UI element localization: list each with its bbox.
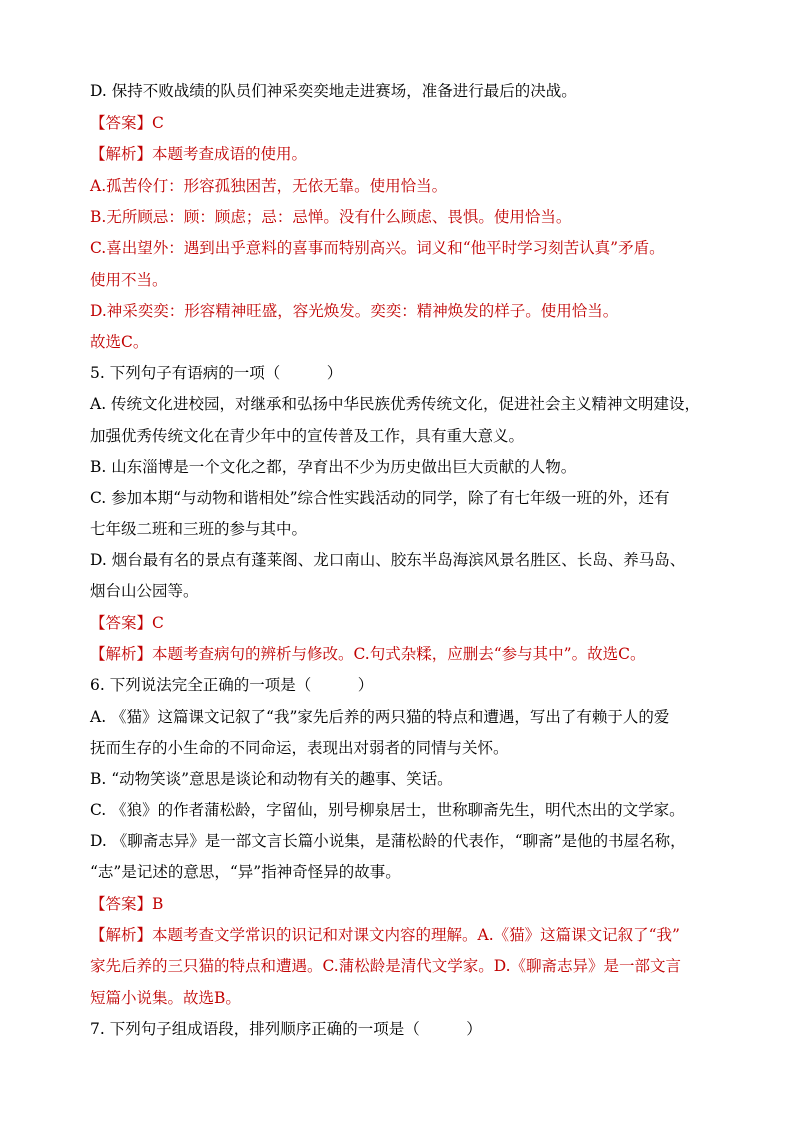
question-line: 6. 下列说法完全正确的一项是（ ）: [90, 676, 374, 694]
analysis-line: 故选C。: [90, 333, 149, 351]
analysis-line: D.神采奕奕：形容精神旺盛，容光焕发。奕奕：精神焕发的样子。使用恰当。: [90, 302, 619, 320]
option-line: 七年级二班和三班的参与其中。: [90, 520, 308, 538]
question-line: 7. 下列句子组成语段，排列顺序正确的一项是（ ）: [90, 1020, 482, 1038]
analysis-line: 【解析】本题考查病句的辨析与修改。C.句式杂糅，应删去“参与其中”。故选C。: [90, 645, 646, 663]
option-line: A. 《猫》这篇课文记叙了“我”家先后养的两只猫的特点和遭遇，写出了有赖于人的爱: [90, 708, 670, 726]
option-line: B. 山东淄博是一个文化之都，孕育出不少为历史做出巨大贡献的人物。: [90, 458, 577, 476]
option-line: B. “动物笑谈”意思是谈论和动物有关的趣事、笑话。: [90, 770, 453, 788]
analysis-line: C.喜出望外：遇到出乎意料的喜事而特别高兴。词义和“他平时学习刻苦认真”矛盾。: [90, 239, 665, 257]
answer-line: 【答案】B: [90, 895, 164, 913]
question-line: 5. 下列句子有语病的一项（ ）: [90, 364, 343, 382]
answer-line: 【答案】C: [90, 114, 164, 132]
option-line: D. 烟台最有名的景点有蓬莱阁、龙口南山、胶东半岛海滨风景名胜区、长岛、养马岛、: [90, 551, 686, 569]
option-line: “志”是记述的意思，“异”指神奇怪异的故事。: [90, 863, 401, 881]
option-line: 烟台山公园等。: [90, 582, 199, 600]
analysis-line: 短篇小说集。故选B。: [90, 989, 241, 1007]
analysis-line: 【解析】本题考查成语的使用。: [90, 145, 308, 163]
answer-line: 【答案】C: [90, 614, 164, 632]
analysis-line: B.无所顾忌：顾：顾虑；忌：忌惮。没有什么顾虑、畏惧。使用恰当。: [90, 208, 572, 226]
text-line: D. 保持不败战绩的队员们神采奕奕地走进赛场，准备进行最后的决战。: [90, 82, 577, 100]
analysis-line: A.孤苦伶仃：形容孤独困苦，无依无靠。使用恰当。: [90, 177, 448, 195]
option-line: C. 《狼》的作者蒲松龄，字留仙，别号柳泉居士，世称聊斋先生，明代杰出的文学家。: [90, 801, 685, 819]
option-line: A. 传统文化进校园，对继承和弘扬中华民族优秀传统文化，促进社会主义精神文明建设，: [90, 395, 701, 413]
option-line: 加强优秀传统文化在青少年中的宣传普及工作，具有重大意义。: [90, 427, 525, 445]
analysis-line: 使用不当。: [90, 271, 168, 289]
option-line: C. 参加本期“与动物和谐相处”综合性实践活动的同学，除了有七年级一班的外，还有: [90, 489, 670, 507]
option-line: D. 《聊斋志异》是一部文言长篇小说集，是蒲松龄的代表作，“聊斋”是他的书屋名称，: [90, 832, 686, 850]
analysis-line: 家先后养的三只猫的特点和遭遇。C.蒲松龄是清代文学家。D.《聊斋志异》是一部文言: [90, 957, 682, 975]
option-line: 抚而生存的小生命的不同命运，表现出对弱者的同情与关怀。: [90, 739, 509, 757]
analysis-line: 【解析】本题考查文学常识的识记和对课文内容的理解。A.《猫》这篇课文记叙了“我”: [90, 926, 680, 944]
